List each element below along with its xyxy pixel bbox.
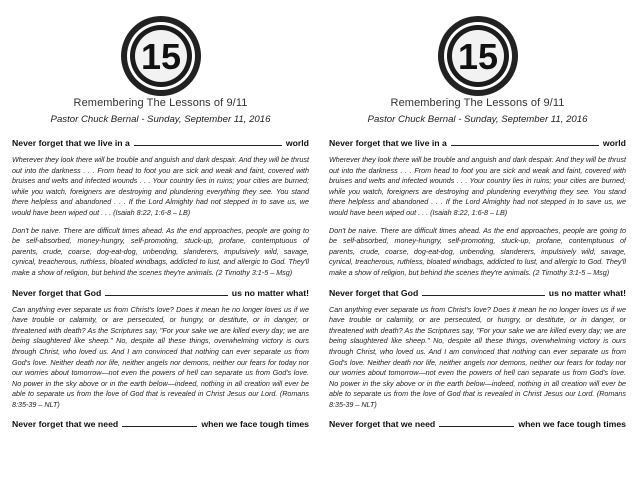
fill-in-heading-3 [12,417,309,429]
logo-number: 15 [140,36,181,77]
heading-text: Never forget that God [329,287,419,298]
heading-text: Never forget that we live in a [12,138,130,148]
scripture-paragraph-1: Wherever they look there will be trouble and anguish and dark despair. And they will be thrust out into the darkness . . . From head to foot you are sick and weak and faint, covered with bruises and welts and infected wounds . . . Your country lies in ruins; your cities are burned; while you watch, foreigners are destroying and plundering everything they see. You stand there helpless and abandoned . . . If the Lord Almighty had not stepped in to save us, we would have been wiped out . . . (Isaiah 8:22, 1:6-8 – LB) [12,155,309,217]
fifteen-logo [12,14,309,98]
heading-text: when we face tough times [518,419,626,430]
fill-in-blank [422,295,544,296]
fill-in-blank [105,295,227,296]
sermon-subtitle: Pastor Chuck Bernal - Sunday, September 11, 2016 [367,114,588,125]
heading-text: us no matter what! [548,287,626,298]
series-title: Remembering The Lessons of 9/11 [73,97,248,109]
fifteen-badge-icon [436,14,520,98]
fill-in-blank [122,426,197,427]
heading-text: Never forget that God [12,287,102,298]
heading-text: Never forget that we need [329,419,436,430]
fifteen-logo [329,14,626,98]
fill-in-blank [439,426,514,427]
left-sermon-notes [12,0,309,493]
fill-in-heading-3 [329,417,626,429]
logo-number: 15 [457,36,498,77]
heading-text: us no matter what! [231,287,309,298]
heading-text: Never forget that we live in a [329,138,447,148]
notes-content [12,136,309,436]
heading-text: Never forget that we need [12,419,119,430]
series-title: Remembering The Lessons of 9/11 [390,97,565,109]
heading-text: when we face tough times [201,419,309,430]
heading-text: world [602,138,626,148]
fill-in-heading-1 [329,136,626,148]
fill-in-blank [134,145,282,146]
fill-in-heading-2 [329,286,626,298]
fill-in-blank [451,145,599,146]
scripture-paragraph-2: Don't be naive. There are difficult times ahead. As the end approaches, people are going to be self-absorbed, money-hungry, self-promoting, stuck-up, profane, contemptuous of parents, crude, coarse, dog-eat-dog, unbending, slanderers, impulsively wild, savage, cynical, treacherous, ruthless, bloated windbags, addicted to lust, and allergic to God. They'll make a show of religion, but behind the scenes they're animals. (2 Timothy 3:1-5 – Msg) [12,225,309,277]
scripture-paragraph-3: Can anything ever separate us from Christ's love? Does it mean he no longer loves us if we have trouble or calamity, or are persecuted, or hungry, or destitute, or in danger, or threatened with death? As the Scriptures say, "For your sake we are killed every day; we are being slaughtered like sheep." No, despite all these things, overwhelming victory is ours through Christ, who loved us. And I am convinced that nothing can ever separate us from God's love. Neither death nor life, neither angels nor demons, neither our fears for today nor our worries about tomorrow—not even the powers of hell can separate us from God's love. No power in the sky above or in the earth below—indeed, nothing in all creation will ever be able to separate us from the love of God that is revealed in Christ Jesus our Lord. (Romans 8:35-39 – NLT) [12,304,309,409]
notes-content [329,136,626,436]
heading-text: world [285,138,309,148]
right-sermon-notes [329,0,626,493]
sermon-subtitle: Pastor Chuck Bernal - Sunday, September 11, 2016 [50,114,271,125]
scripture-paragraph-1: Wherever they look there will be trouble and anguish and dark despair. And they will be thrust out into the darkness . . . From head to foot you are sick and weak and faint, covered with bruises and welts and infected wounds . . . Your country lies in ruins; your cities are burned; while you watch, foreigners are destroying and plundering everything they see. You stand there helpless and abandoned . . . If the Lord Almighty had not stepped in to save us, we would have been wiped out . . . (Isaiah 8:22, 1:6-8 – LB) [329,155,626,217]
fifteen-badge-icon [119,14,203,98]
fill-in-heading-1 [12,136,309,148]
scripture-paragraph-2: Don't be naive. There are difficult times ahead. As the end approaches, people are going to be self-absorbed, money-hungry, self-promoting, stuck-up, profane, contemptuous of parents, crude, coarse, dog-eat-dog, unbending, slanderers, impulsively wild, savage, cynical, treacherous, ruthless, bloated windbags, addicted to lust, and allergic to God. They'll make a show of religion, but behind the scenes they're animals. (2 Timothy 3:1-5 – Msg) [329,225,626,277]
fill-in-heading-2 [12,286,309,298]
scripture-paragraph-3: Can anything ever separate us from Christ's love? Does it mean he no longer loves us if we have trouble or calamity, or are persecuted, or hungry, or destitute, or in danger, or threatened with death? As the Scriptures say, "For your sake we are killed every day; we are being slaughtered like sheep." No, despite all these things, overwhelming victory is ours through Christ, who loved us. And I am convinced that nothing can ever separate us from God's love. Neither death nor life, neither angels nor demons, neither our fears for today nor our worries about tomorrow—not even the powers of hell can separate us from God's love. No power in the sky above or in the earth below—indeed, nothing in all creation will ever be able to separate us from the love of God that is revealed in Christ Jesus our Lord. (Romans 8:35-39 – NLT) [329,304,626,409]
